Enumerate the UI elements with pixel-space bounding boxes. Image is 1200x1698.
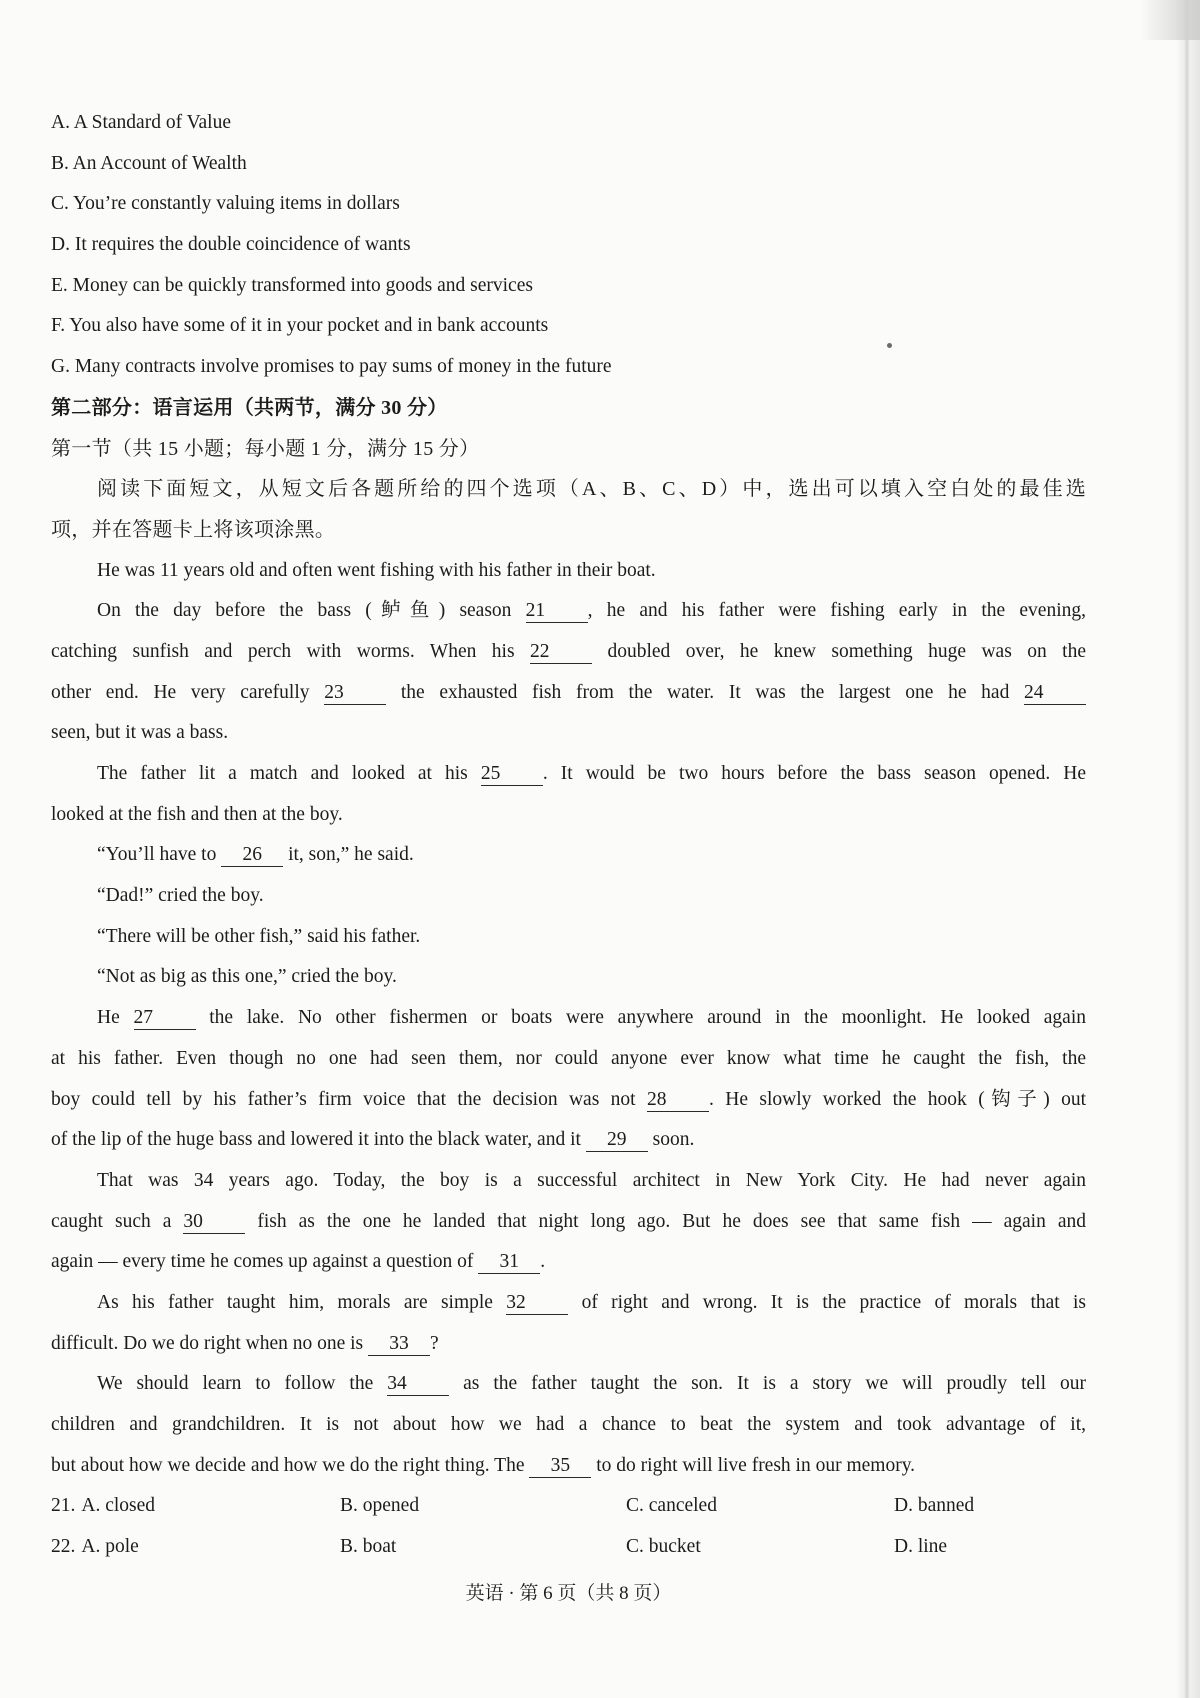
passage-text: but about how we decide and how we do the right thing. The (51, 1454, 530, 1476)
question-option: A. closed (81, 1495, 156, 1517)
passage-text: other end. He very carefully (51, 681, 325, 703)
passage-line (51, 632, 1086, 673)
passage-text: the lake. No other fishermen or boats were anywhere around in the moonlight. He looked again (195, 1007, 1086, 1029)
passage-text: “There will be other fish,” said his father. (97, 925, 421, 947)
passage-line (51, 1080, 1086, 1121)
passage-line (51, 876, 1086, 917)
passage-text: as the father taught the son. It is a story we will proudly tell our (449, 1373, 1086, 1395)
page-content (51, 103, 1086, 1568)
question-option-cell (626, 1527, 701, 1568)
passage-line (51, 998, 1086, 1039)
passage-paragraph (51, 876, 1086, 917)
blank-26: 26 (221, 844, 283, 867)
passage-text: boy could tell by his father’s firm voice that the decision was not (51, 1088, 647, 1110)
question-options (51, 1486, 1086, 1567)
passage-line (51, 1202, 1086, 1243)
blank-28: 28 (647, 1089, 709, 1112)
passage-paragraph (51, 591, 1086, 754)
passage-line (51, 1364, 1086, 1405)
passage-paragraph (51, 754, 1086, 835)
passage-text: of right and wrong. It is the practice of morals that is (568, 1291, 1087, 1313)
passage-paragraph (51, 1283, 1086, 1364)
passage-text: difficult. Do we do right when no one is (51, 1332, 369, 1354)
passage-paragraph (51, 551, 1086, 592)
blank-25: 25 (481, 763, 543, 786)
passage-text: to do right will live fresh in our memory. (591, 1454, 916, 1476)
scan-edge-shadow (1176, 0, 1200, 1698)
passage-line (51, 835, 1086, 876)
question-option-cell (340, 1486, 419, 1527)
passage-text: The father lit a match and looked at his (97, 763, 481, 784)
answer-options-list (51, 103, 1086, 388)
passage-line (51, 754, 1086, 795)
answer-option: A. A Standard of Value (51, 112, 231, 133)
passage-paragraph (51, 1161, 1086, 1283)
answer-option: E. Money can be quickly transformed into goods and services (51, 274, 533, 296)
question-number: 21. (51, 1495, 76, 1517)
blank-35: 35 (529, 1455, 591, 1478)
passage-text: seen, but it was a bass. (51, 722, 229, 744)
passage-line (51, 713, 1086, 754)
passage-text: looked at the fish and then at the boy. (51, 803, 343, 825)
passage-text: catching sunfish and perch with worms. When his (51, 640, 530, 662)
passage-text: As his father taught him, morals are simple (97, 1291, 507, 1313)
blank-34: 34 (387, 1373, 449, 1396)
passage-text: , he and his father were fishing early in the evening, (587, 600, 1086, 622)
passage-text: ? (430, 1332, 439, 1354)
scan-corner-shadow (1140, 0, 1200, 40)
section-heading: 第二部分：语言运用（共两节，满分 30 分） (51, 396, 448, 419)
passage-text: of the lip of the huge bass and lowered it into the black water, and it (51, 1129, 586, 1151)
passage-line (51, 1446, 1086, 1487)
blank-24: 24 (1024, 682, 1086, 705)
passage-text: On the day before the bass (鲈鱼) season (97, 600, 526, 622)
blank-31: 31 (478, 1251, 540, 1274)
cloze-passage (51, 551, 1086, 1487)
blank-32: 32 (506, 1292, 568, 1315)
instructions-line: 阅读下面短文，从短文后各题所给的四个选项（A、B、C、D）中，选出可以填入空白处的最佳选 (97, 478, 1086, 501)
passage-line (51, 591, 1086, 632)
answer-option: G. Many contracts involve promises to pay sums of money in the future (51, 356, 612, 378)
passage-line (51, 551, 1086, 592)
passage-paragraph (51, 957, 1086, 998)
question-row (51, 1486, 1086, 1527)
passage-text: again — every time he comes up against a question of (51, 1251, 479, 1273)
passage-line (51, 795, 1086, 836)
passage-line (51, 917, 1086, 958)
passage-text: “Not as big as this one,” cried the boy. (97, 966, 397, 988)
passage-line (51, 957, 1086, 998)
passage-text: it, son,” he said. (283, 844, 414, 866)
passage-text: doubled over, he knew something huge was on the (592, 640, 1087, 662)
passage-text: children and grandchildren. It is not about how we had a chance to beat the system and took advantage of it, (51, 1414, 1086, 1435)
blank-33: 33 (368, 1333, 430, 1356)
blank-30: 30 (183, 1211, 245, 1234)
question-option-cell (340, 1527, 396, 1568)
passage-line (51, 1405, 1086, 1446)
subsection-heading: 第一节（共 15 小题；每小题 1 分，满分 15 分） (51, 437, 480, 460)
passage-line (51, 673, 1086, 714)
answer-option: B. An Account of Wealth (51, 152, 247, 174)
passage-text: He (97, 1007, 134, 1029)
question-option: B. opened (340, 1495, 420, 1517)
blank-29: 29 (586, 1129, 648, 1152)
question-option: A. pole (81, 1536, 139, 1558)
answer-option: C. You’re constantly valuing items in dollars (51, 193, 400, 215)
passage-text: He was 11 years old and often went fishing with his father in their boat. (97, 559, 656, 581)
instructions-line: 项，并在答题卡上将该项涂黑。 (51, 518, 336, 541)
passage-text: caught such a (51, 1210, 184, 1232)
blank-21: 21 (526, 600, 588, 623)
passage-text: at his father. Even though no one had seen them, nor could anyone ever know what time he caught the fish, the (51, 1047, 1086, 1069)
passage-text: We should learn to follow the (97, 1373, 388, 1395)
question-option-cell (894, 1486, 974, 1527)
passage-line (51, 1324, 1086, 1365)
question-option-cell (894, 1527, 947, 1568)
question-option: D. line (894, 1536, 948, 1558)
passage-text: “Dad!” cried the boy. (97, 885, 264, 907)
passage-text: the exhausted fish from the water. It was the largest one he had (386, 681, 1024, 703)
passage-paragraph (51, 917, 1086, 958)
passage-text: That was 34 years ago. Today, the boy is a successful architect in New York City. He had never again (97, 1169, 1086, 1191)
passage-text: “You’ll have to (97, 844, 222, 866)
question-row (51, 1527, 1086, 1568)
passage-text: soon. (647, 1129, 695, 1151)
passage-text: . (540, 1251, 546, 1273)
question-option: B. boat (340, 1536, 397, 1558)
question-number: 22. (51, 1536, 76, 1558)
answer-option: F. You also have some of it in your pocket and in bank accounts (51, 315, 549, 337)
passage-line (51, 1161, 1086, 1202)
passage-paragraph (51, 998, 1086, 1161)
question-option-cell (51, 1527, 139, 1568)
passage-text: . It would be two hours before the bass season opened. He (542, 763, 1086, 784)
passage-line (51, 1120, 1086, 1161)
blank-22: 22 (530, 641, 592, 664)
instructions (51, 469, 1086, 550)
passage-text: . He slowly worked the hook (钩子) out (708, 1088, 1086, 1110)
answer-option: D. It requires the double coincidence of wants (51, 234, 411, 256)
question-option: C. bucket (626, 1536, 701, 1558)
question-option: C. canceled (626, 1495, 717, 1517)
passage-paragraph (51, 1364, 1086, 1486)
passage-line (51, 1283, 1086, 1324)
question-option: D. banned (894, 1495, 975, 1517)
passage-text: fish as the one he landed that night long ago. But he does see that same fish — again and (245, 1210, 1086, 1232)
passage-paragraph (51, 835, 1086, 876)
page-footer: 英语 · 第 6 页（共 8 页） (465, 1583, 672, 1604)
question-option-cell (626, 1486, 717, 1527)
blank-23: 23 (324, 682, 386, 705)
passage-line (51, 1039, 1086, 1080)
question-option-cell (51, 1486, 155, 1527)
passage-line (51, 1242, 1086, 1283)
blank-27: 27 (134, 1007, 196, 1030)
